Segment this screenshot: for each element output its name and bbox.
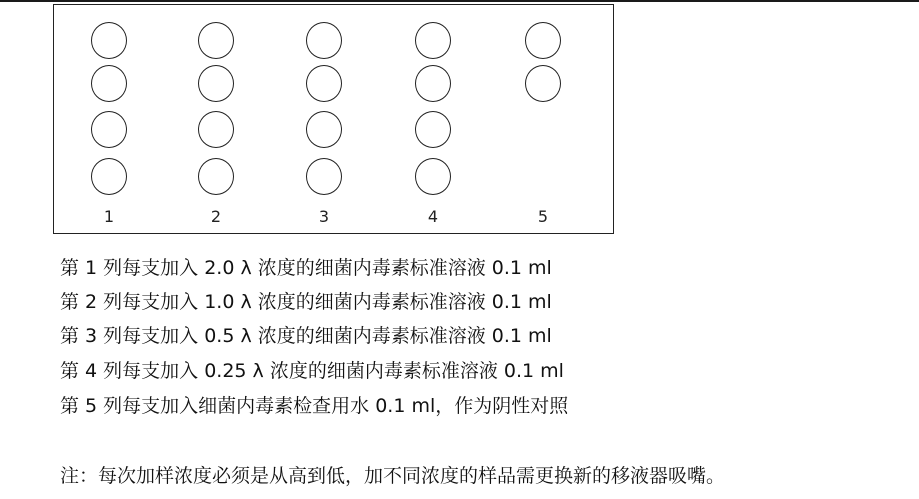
tube-rack-frame — [53, 4, 614, 234]
tube-circle — [198, 111, 234, 148]
tube-circle — [415, 65, 451, 102]
tube-circle — [91, 65, 127, 102]
tube-circle — [198, 65, 234, 102]
column-3 — [304, 5, 348, 235]
tube-circle — [415, 22, 451, 59]
column-5 — [523, 5, 567, 235]
column-label: 3 — [318, 207, 330, 226]
tube-circle — [306, 65, 342, 102]
tube-circle — [525, 22, 561, 59]
instruction-line-1: 第 1 列每支加入 2.0 λ 浓度的细菌内毒素标准溶液 0.1 ml — [60, 257, 552, 279]
tube-circle — [306, 111, 342, 148]
tube-circle — [91, 22, 127, 59]
tube-circle — [91, 111, 127, 148]
top-rule — [0, 0, 919, 2]
column-label: 4 — [427, 207, 439, 226]
tube-circle — [415, 158, 451, 195]
instruction-line-2: 第 2 列每支加入 1.0 λ 浓度的细菌内毒素标准溶液 0.1 ml — [60, 291, 552, 313]
instruction-line-3: 第 3 列每支加入 0.5 λ 浓度的细菌内毒素标准溶液 0.1 ml — [60, 325, 552, 347]
column-1 — [89, 5, 133, 235]
column-label: 5 — [537, 207, 549, 226]
tube-circle — [306, 158, 342, 195]
tube-circle — [415, 111, 451, 148]
column-2 — [196, 5, 240, 235]
tube-circle — [198, 158, 234, 195]
column-label: 1 — [103, 207, 115, 226]
tube-circle — [91, 158, 127, 195]
column-4 — [413, 5, 457, 235]
note-text: 注：每次加样浓度必须是从高到低，加不同浓度的样品需更换新的移液器吸嘴。 — [60, 465, 726, 487]
column-label: 2 — [210, 207, 222, 226]
instruction-line-4: 第 4 列每支加入 0.25 λ 浓度的细菌内毒素标准溶液 0.1 ml — [60, 360, 564, 382]
instruction-line-5: 第 5 列每支加入细菌内毒素检查用水 0.1 ml，作为阴性对照 — [60, 395, 569, 417]
tube-circle — [198, 22, 234, 59]
tube-circle — [525, 65, 561, 102]
tube-circle — [306, 22, 342, 59]
